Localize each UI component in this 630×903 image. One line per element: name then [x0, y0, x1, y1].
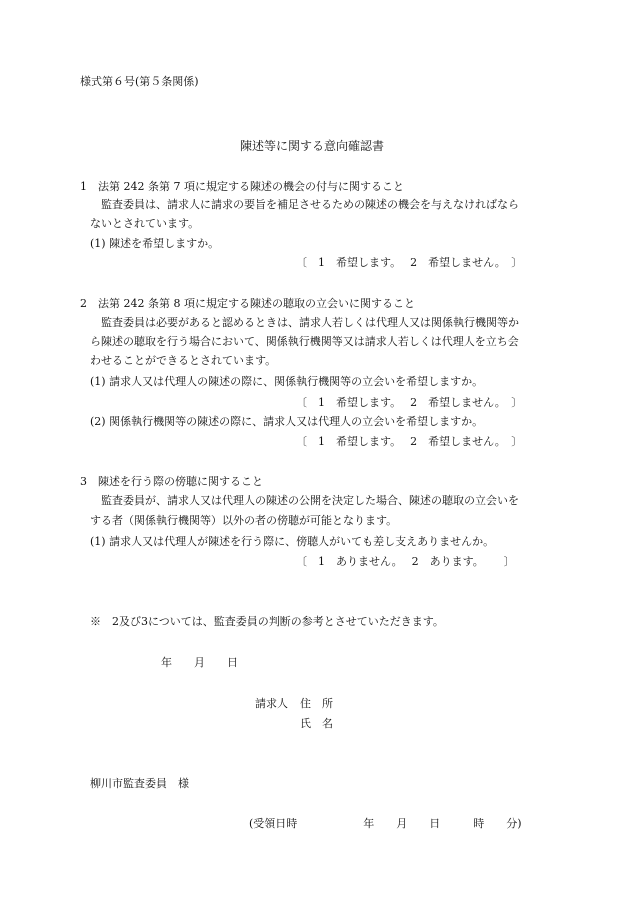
- section2-paragraph-line3: わせることができるとされています。: [90, 354, 277, 367]
- page-title: 陳述等に関する意向確認書: [240, 139, 385, 153]
- section3-question1: (1) 請求人又は代理人が陳述を行う際に、傍聴人がいても差し支えありませんか。: [90, 535, 495, 548]
- section3-paragraph-line1: 監査委員が、請求人又は代理人の陳述の公開を決定した場合、陳述の聴取の立会いを: [101, 494, 519, 507]
- address-label: 住 所: [300, 697, 333, 710]
- section2-paragraph-line1: 監査委員は必要があると認めるときは、請求人若しくは代理人又は関係執行機関等か: [101, 316, 519, 329]
- section2-paragraph-line2: ら陳述の聴取を行う場合において、関係執行機関等又は請求人若しくは代理人を立ち会: [90, 335, 519, 348]
- section1-heading: 1 法第 242 条第 7 項に規定する陳述の機会の付与に関すること: [80, 180, 404, 193]
- section2-question1-options[interactable]: 〔 1 希望します。 2 希望しません。 〕: [296, 396, 523, 409]
- section3-paragraph-line2: する者（関係執行機関等）以外の者の傍聴が可能となります。: [90, 514, 398, 527]
- section2-question1: (1) 請求人又は代理人の陳述の際に、関係執行機関等の立会いを希望しますか。: [90, 375, 484, 388]
- section3-question1-options[interactable]: 〔 1 ありません。 2 あります。 〕: [296, 555, 515, 568]
- section2-question2-options[interactable]: 〔 1 希望します。 2 希望しません。 〕: [296, 435, 523, 448]
- name-label: 氏 名: [300, 717, 333, 730]
- reference-note: ※ 2及び3については、監査委員の判断の参考とさせていただきます。: [90, 615, 444, 628]
- section1-paragraph-line2: ないとされています。: [90, 217, 200, 230]
- form-id: 様式第６号(第５条関係): [80, 75, 199, 88]
- date-line[interactable]: 年 月 日: [161, 656, 238, 669]
- section1-question1-options[interactable]: 〔 1 希望します。 2 希望しません。 〕: [296, 256, 523, 269]
- requester-label: 請求人: [255, 697, 288, 710]
- section3-heading: 3 陳述を行う際の傍聴に関すること: [80, 475, 263, 488]
- addressee: 柳川市監査委員 様: [90, 777, 189, 790]
- receipt-line: (受領日時 年 月 日 時 分): [249, 817, 522, 830]
- section2-heading: 2 法第 242 条第 8 項に規定する陳述の聴取の立会いに関すること: [80, 297, 415, 310]
- section1-paragraph-line1: 監査委員は、請求人に請求の要旨を補足させるための陳述の機会を与えなければなら: [101, 198, 519, 211]
- section2-question2: (2) 関係執行機関等の陳述の際に、請求人又は代理人の立会いを希望しますか。: [90, 415, 484, 428]
- section1-question1: (1) 陳述を希望しますか。: [90, 237, 220, 250]
